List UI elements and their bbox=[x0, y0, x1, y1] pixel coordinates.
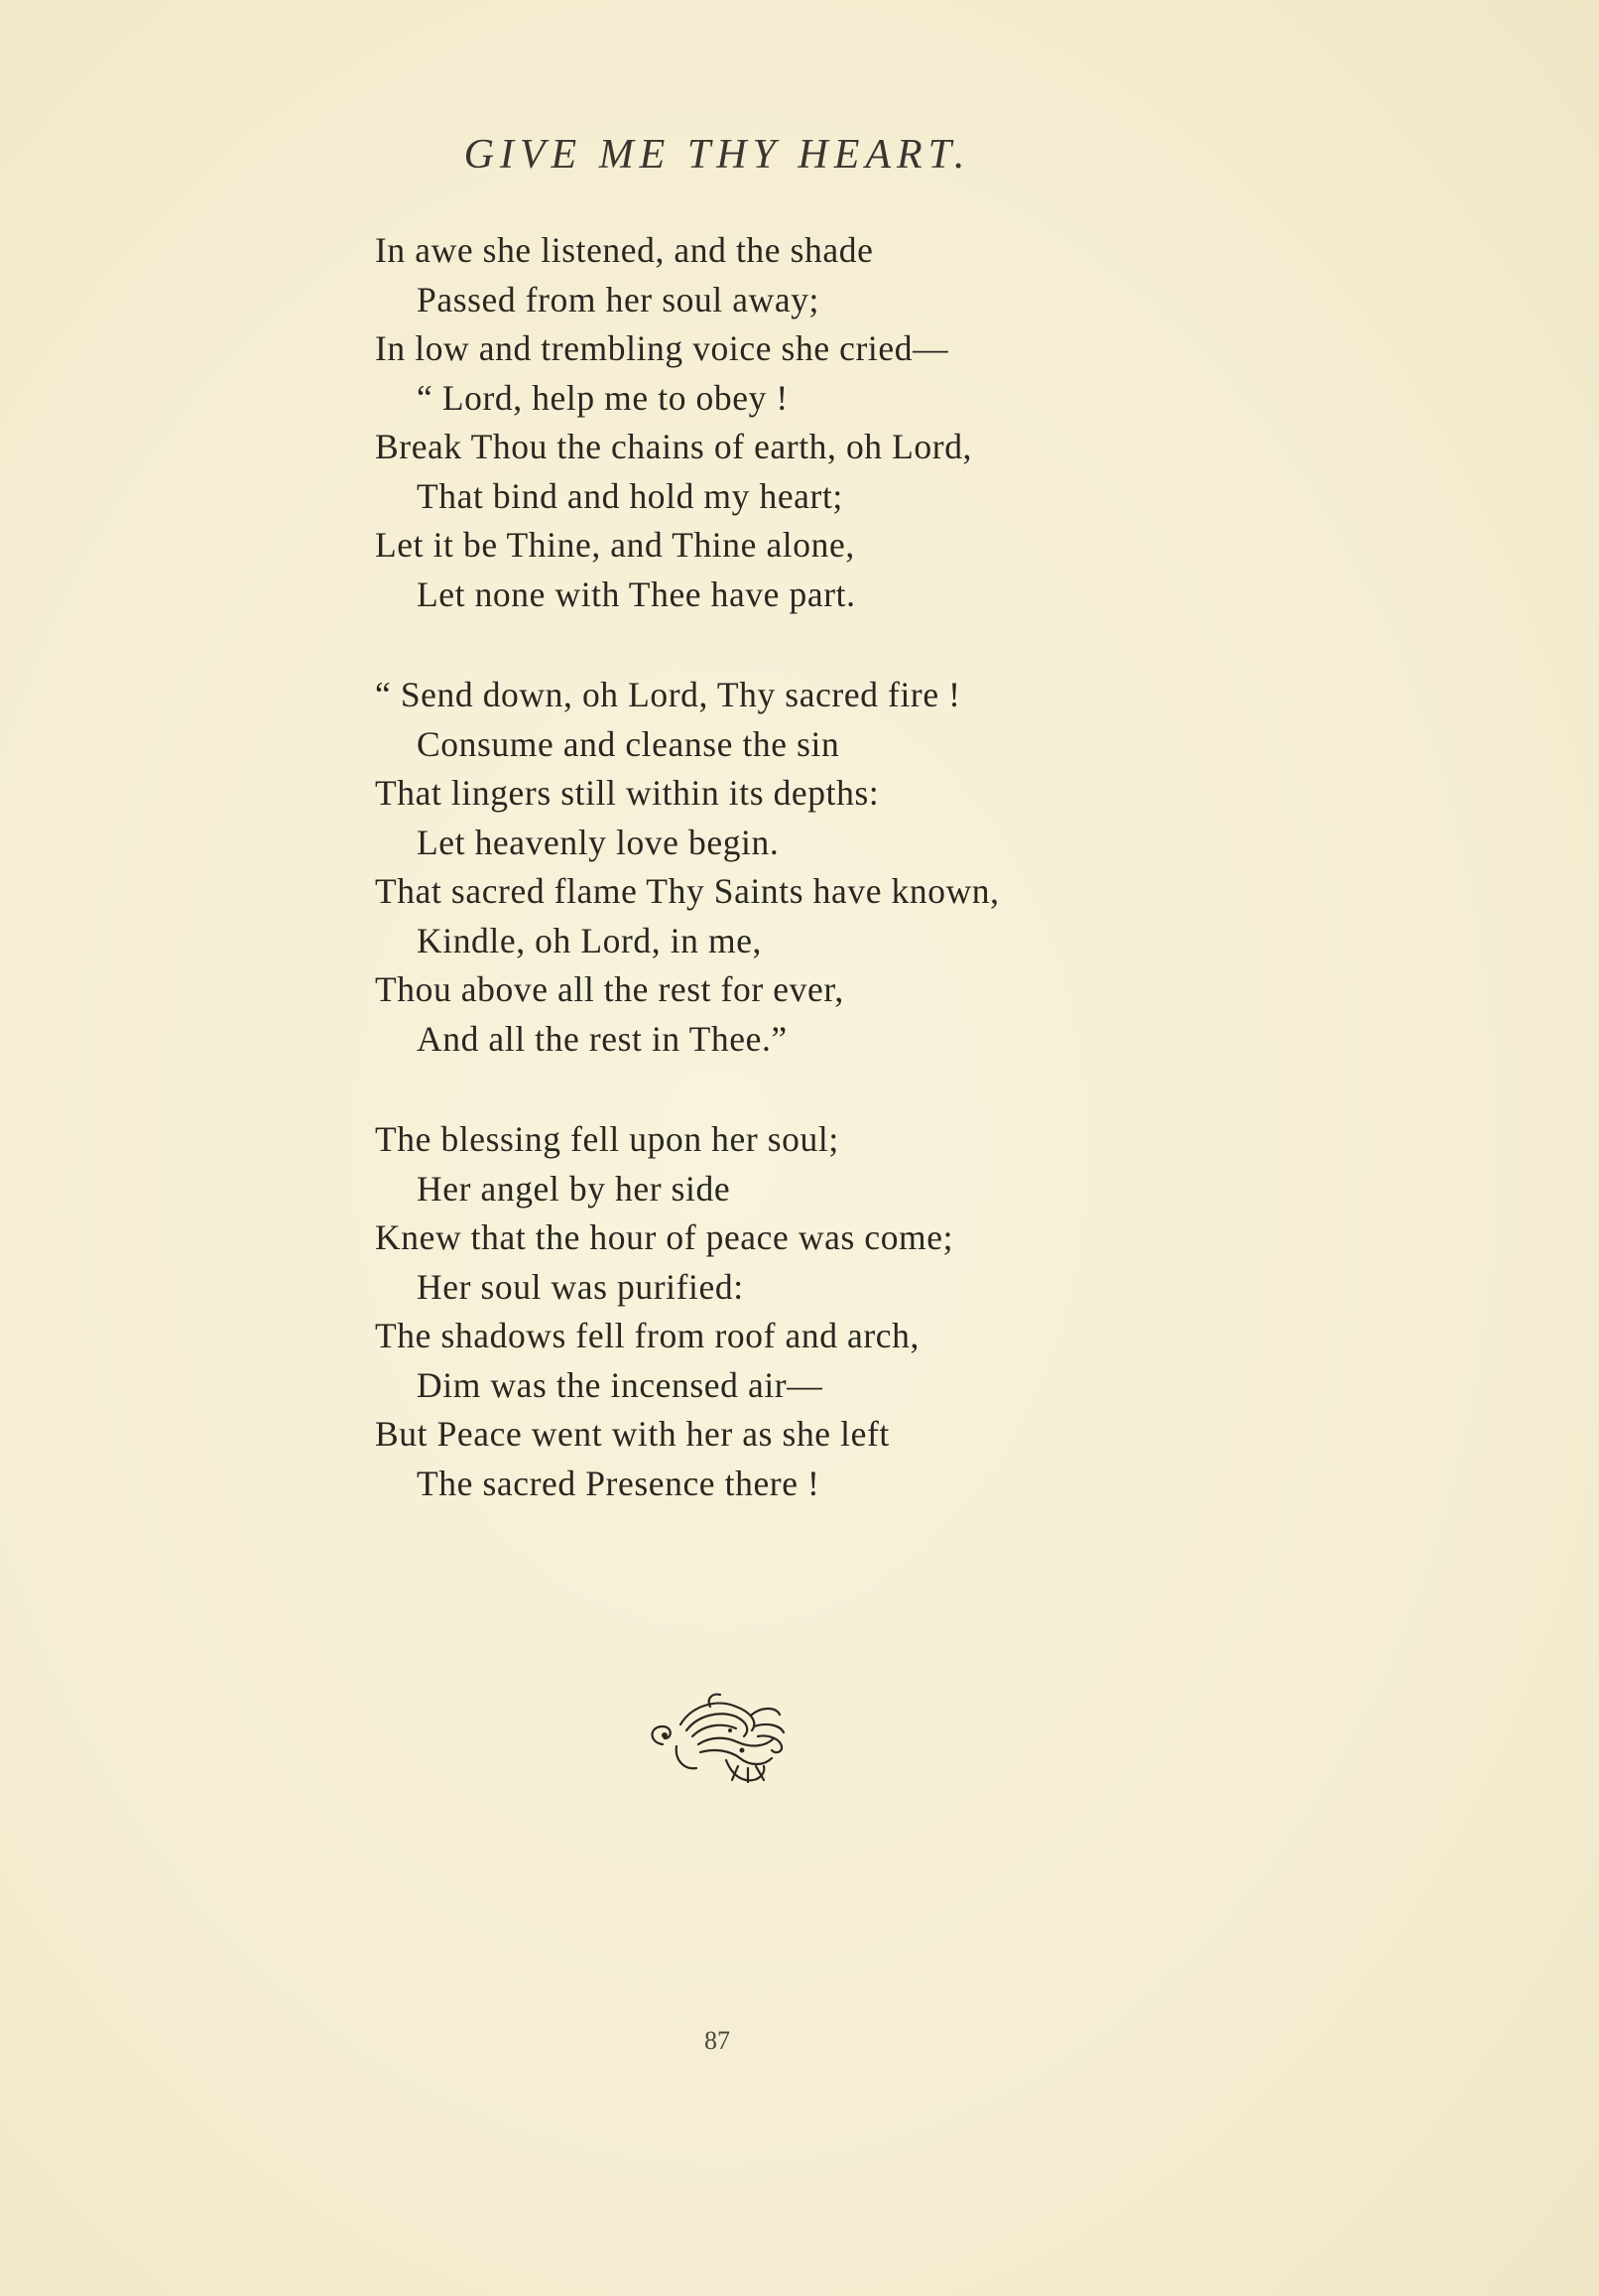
floral-ornament-icon bbox=[641, 1687, 809, 1786]
poem-line: But Peace went with her as she left bbox=[375, 1414, 890, 1454]
running-head: GIVE ME THY HEART. bbox=[463, 132, 971, 178]
poem-line: That lingers still within its depths: bbox=[375, 773, 880, 813]
stanza-1 bbox=[375, 226, 1516, 619]
poem-line: Consume and cleanse the sin bbox=[417, 723, 840, 764]
poem-line: Passed from her soul away; bbox=[417, 279, 820, 319]
poem-line: That sacred flame Thy Saints have known, bbox=[375, 871, 1000, 911]
stanza-2 bbox=[375, 671, 1516, 1064]
poem-line: And all the rest in Thee.” bbox=[417, 1018, 788, 1059]
poem-line: That bind and hold my heart; bbox=[417, 475, 843, 516]
poem-line: Let heavenly love begin. bbox=[417, 822, 780, 862]
poem-line: “ Send down, oh Lord, Thy sacred fire ! bbox=[375, 675, 961, 714]
poem bbox=[375, 226, 1516, 1560]
stanza-3 bbox=[375, 1115, 1516, 1508]
poem-line: Her angel by her side bbox=[417, 1168, 731, 1209]
poem-line: The sacred Presence there ! bbox=[417, 1463, 820, 1503]
poem-line: Kindle, oh Lord, in me, bbox=[417, 920, 763, 960]
poem-line: “ Lord, help me to obey ! bbox=[417, 377, 789, 418]
poem-line: Thou above all the rest for ever, bbox=[375, 969, 844, 1009]
poem-line: Break Thou the chains of earth, oh Lord, bbox=[375, 427, 973, 466]
poem-line: In low and trembling voice she cried— bbox=[375, 328, 949, 368]
poem-line: The blessing fell upon her soul; bbox=[375, 1119, 839, 1159]
poem-line: Dim was the incensed air— bbox=[417, 1364, 823, 1405]
poem-line: The shadows fell from roof and arch, bbox=[375, 1316, 920, 1355]
poem-line: Her soul was purified: bbox=[417, 1266, 744, 1307]
poem-line: Let it be Thine, and Thine alone, bbox=[375, 525, 855, 565]
poem-line: In awe she listened, and the shade bbox=[375, 230, 874, 270]
poem-line: Knew that the hour of peace was come; bbox=[375, 1217, 954, 1257]
poem-line: Let none with Thee have part. bbox=[417, 574, 856, 614]
page-number: 87 bbox=[704, 2026, 730, 2055]
